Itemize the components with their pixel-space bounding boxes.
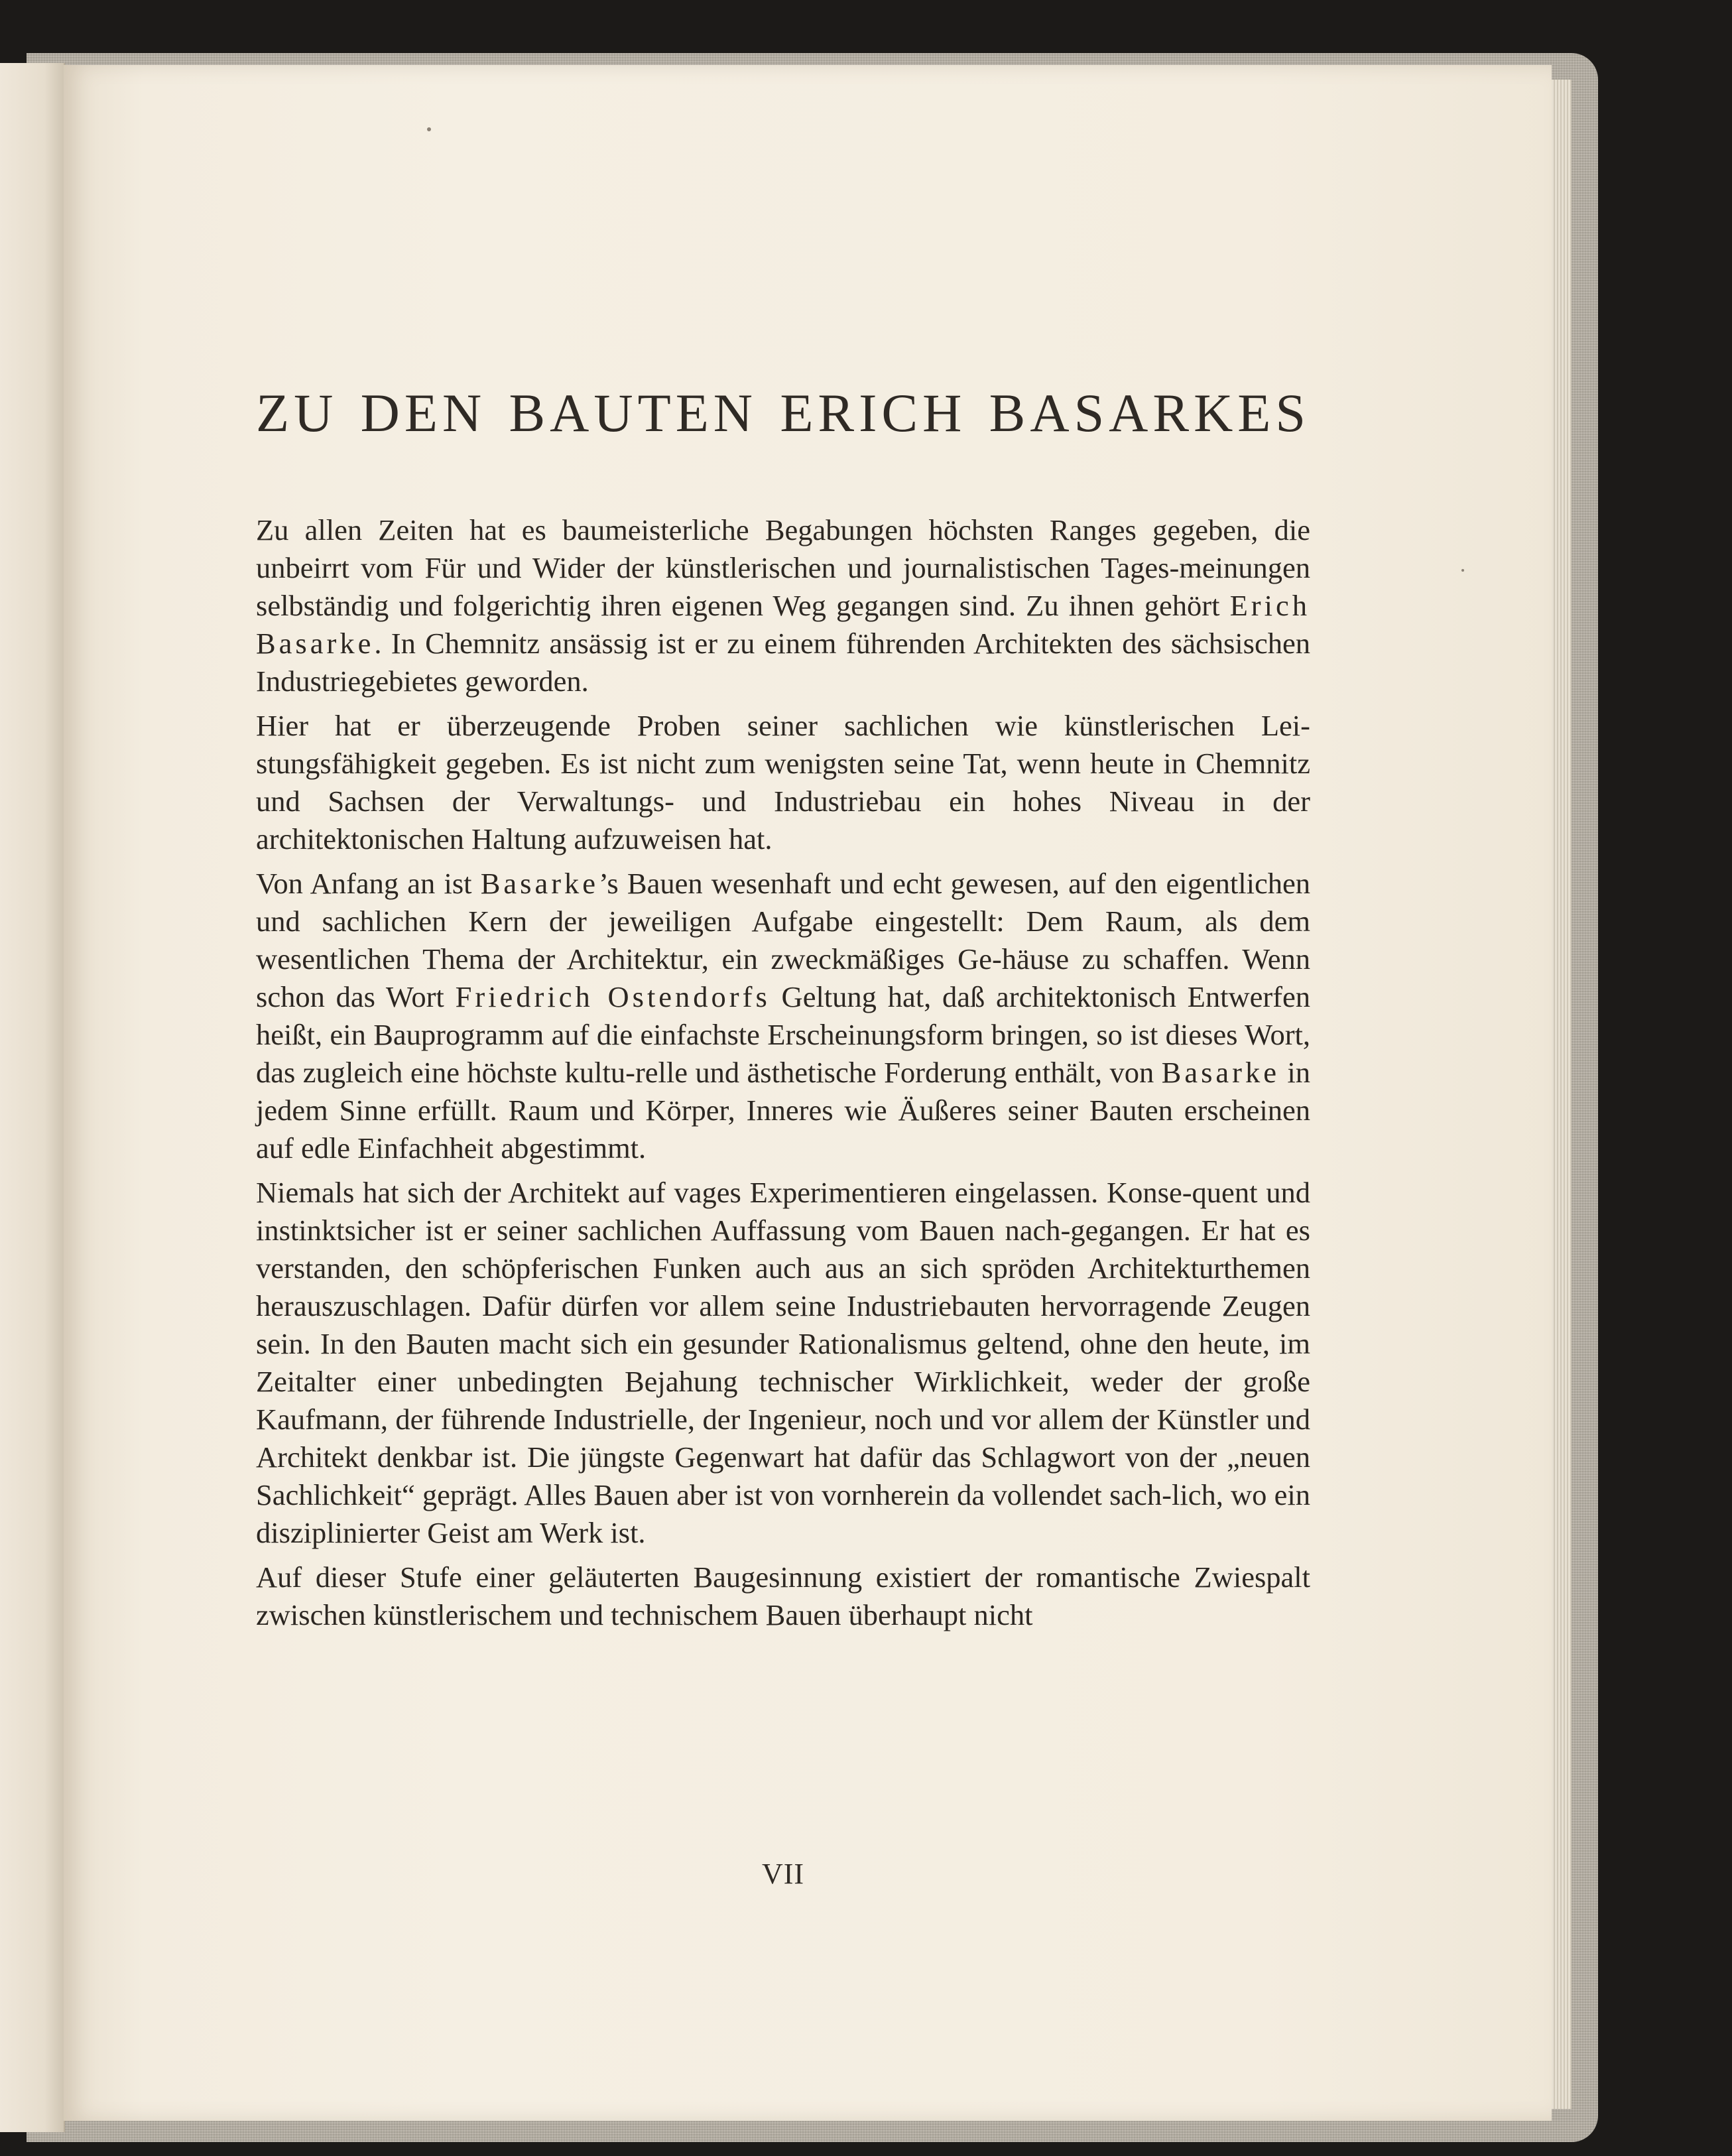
body-text: [256, 511, 1310, 1634]
left-facing-page: [0, 63, 65, 2132]
paragraph-5: Auf dieser Stufe einer geläuterten Baugesinnung existiert der romantische Zwiespalt zwischen künstlerischem und technischem Bauen überhaupt nicht: [256, 1560, 1310, 1631]
paragraph-3: Von Anfang an ist Basarke’s Bauen wesenhaft und echt gewesen, auf den eigentlichen und sachlichen Kern der jeweiligen Aufgabe eingestellt: Dem Raum, als dem wesentlichen Thema der Architektur, ein zweckmäßiges Ge-häuse zu schaffen. Wenn schon das Wort Friedrich Ostendorfs Geltung hat, daß architektonisch Entwerfen heißt, ein Bauprogramm auf die einfachste Erscheinungsform bringen, so ist dieses Wort, das zugleich eine höchste kultu-relle und ästhetische Forderung enthält, von Basarke in jedem Sinne erfüllt. Raum und Körper, Inneres wie Äußeres seiner Bauten erscheinen auf edle Einfachheit abgestimmt.: [256, 867, 1311, 1165]
page-title: ZU DEN BAUTEN ERICH BASARKES: [256, 383, 1310, 443]
spaced-name: Friedrich Ostendorfs: [455, 980, 771, 1013]
book-page: [64, 65, 1552, 2121]
paragraph-2: Hier hat er überzeugende Proben seiner sachlichen wie künstlerischen Lei-stungsfähigkeit gegeben. Es ist nicht zum wenigsten seine Tat, wenn heute in Chemnitz und Sachsen der Verwaltungs- und Industriebau ein hohes Niveau in der architektonischen Haltung aufzuweisen hat.: [256, 709, 1310, 856]
spaced-name: Basarke: [480, 867, 599, 900]
spaced-name: Erich Basarke: [256, 589, 1310, 660]
page-number: VII: [761, 1858, 805, 1890]
page-speck: [1461, 569, 1464, 572]
paragraph-4: Niemals hat sich der Architekt auf vages Experimentieren eingelassen. Konse-quent und instinktsicher ist er seiner sachlichen Auffassung vom Bauen nach-gegangen. Er hat es verstanden, den schöpferischen Funken auch aus an sich spröden Architekturthemen herauszuschlagen. Dafür dürfen vor allem seine Industriebauten hervorragende Zeugen sein. In den Bauten macht sich ein gesunder Rationalismus geltend, ohne den heute, im Zeitalter einer unbedingten Bejahung technischer Wirklichkeit, weder der große Kaufmann, der führende Industrielle, der Ingenieur, noch und vor allem der Künstler und Architekt denkbar ist. Die jüngste Gegenwart hat dafür das Schlagwort von der „neuen Sachlichkeit“ geprägt. Alles Bauen aber ist von vornherein da vollendet sach-lich, wo ein disziplinierter Geist am Werk ist.: [256, 1176, 1310, 1549]
spaced-name: Basarke: [1161, 1056, 1280, 1089]
page-speck: [427, 127, 431, 131]
paragraph-1: Zu allen Zeiten hat es baumeisterliche Begabungen höchsten Ranges gegeben, die unbeirrt vom Für und Wider der künstlerischen und journalistischen Tages-meinungen selbständig und folgerichtig ihren eigenen Weg gegangen sind. Zu ihnen gehört Erich Basarke. In Chemnitz ansässig ist er zu einem führenden Architekten des sächsischen Industriegebietes geworden.: [256, 513, 1310, 698]
